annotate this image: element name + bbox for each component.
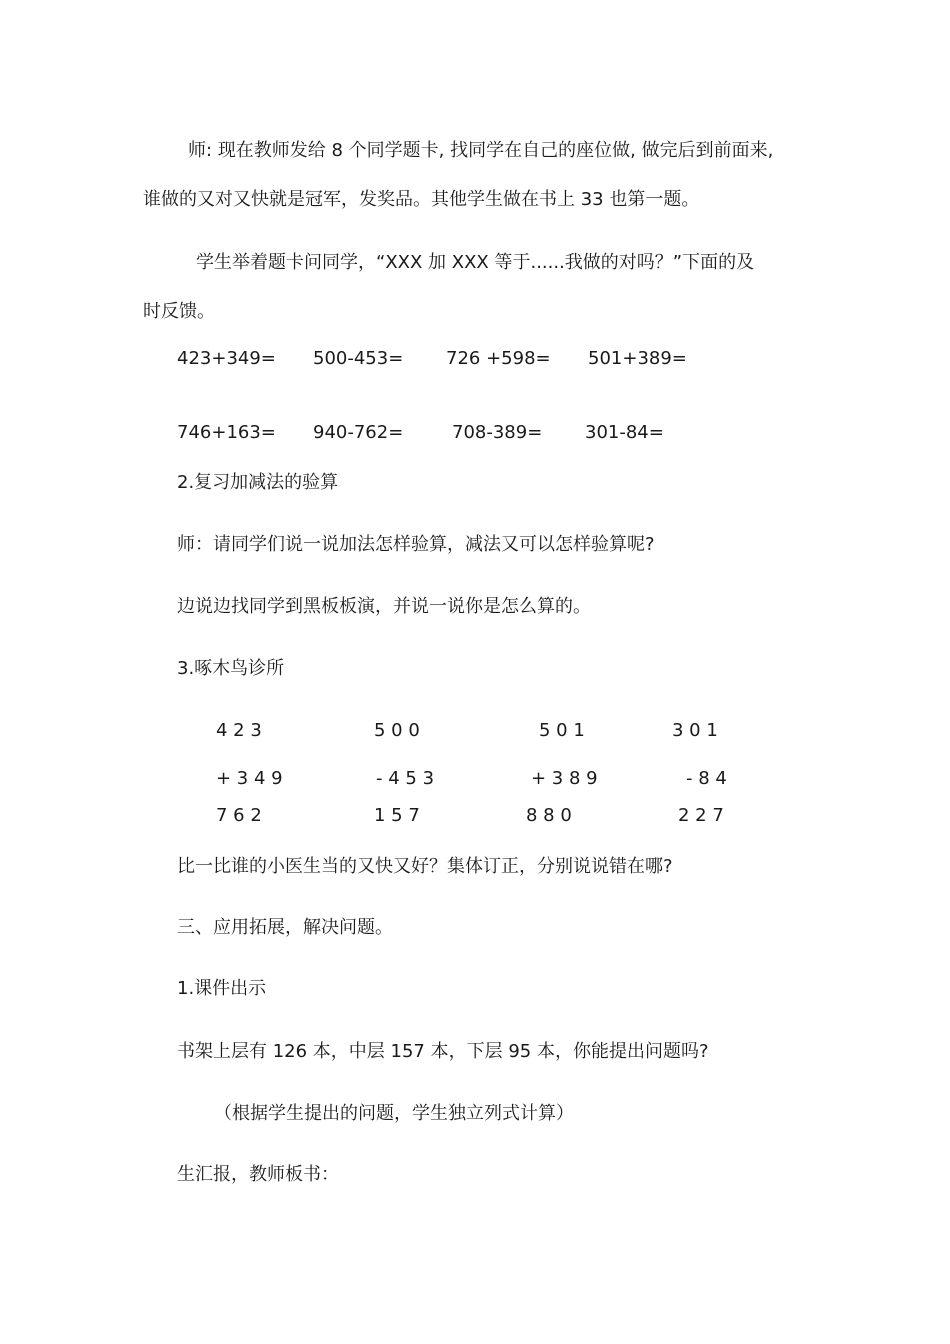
paragraph-teacher-instruction-cont: 谁做的又对又快就是冠军，发奖品。其他学生做在书上 33 也第一题。 [143,189,700,210]
problem-top-number: 5 0 0 [374,720,420,741]
problem-top-number: 3 0 1 [672,720,718,741]
board-instruction: 边说边找同学到黑板板演，并说一说你是怎么算的。 [177,596,591,617]
student-report: 生汇报，教师板书： [177,1164,339,1185]
equation: 746+163= [177,422,276,443]
problem-result: 2 2 7 [678,805,724,826]
problem-top-number: 5 0 1 [539,720,585,741]
problem-result: 1 5 7 [374,805,420,826]
equation: 500-453= [313,348,404,369]
section-heading-woodpecker-clinic: 3.啄木鸟诊所 [177,658,285,679]
paragraph-student-question-cont: 时反馈。 [143,301,215,322]
equation: 940-762= [313,422,404,443]
teacher-question: 师：请同学们说一说加法怎样验算，减法又可以怎样验算呢? [177,534,655,555]
paragraph-student-question: 学生举着题卡问同学，“XXX 加 XXX 等于......我做的对吗？”下面的及 [196,252,755,273]
equation: 301-84= [585,422,664,443]
calculation-note: （根据学生提出的问题，学生独立列式计算） [214,1103,574,1124]
problem-top-number: 4 2 3 [216,720,262,741]
paragraph-teacher-instruction: 师: 现在教师发给 8 个同学题卡, 找同学在自己的座位做, 做完后到前面来, [188,140,774,161]
problem-operand: - 4 5 3 [376,768,435,789]
problem-result: 8 8 0 [526,805,572,826]
correction-prompt: 比一比谁的小医生当的又快又好？集体订正，分别说说错在哪? [177,856,673,877]
bookshelf-question: 书架上层有 126 本，中层 157 本，下层 95 本，你能提出问题吗? [177,1041,709,1062]
problem-operand: - 8 4 [686,768,727,789]
problem-operand: + 3 4 9 [216,768,283,789]
subheading-courseware: 1.课件出示 [177,978,267,999]
problem-result: 7 6 2 [216,805,262,826]
problem-operand: + 3 8 9 [531,768,598,789]
section-heading-application: 三、应用拓展，解决问题。 [177,917,393,938]
equation: 708-389= [452,422,543,443]
equation: 423+349= [177,348,276,369]
equation: 726 +598= [446,348,551,369]
equation: 501+389= [588,348,687,369]
section-heading-verification: 2.复习加减法的验算 [177,472,339,493]
